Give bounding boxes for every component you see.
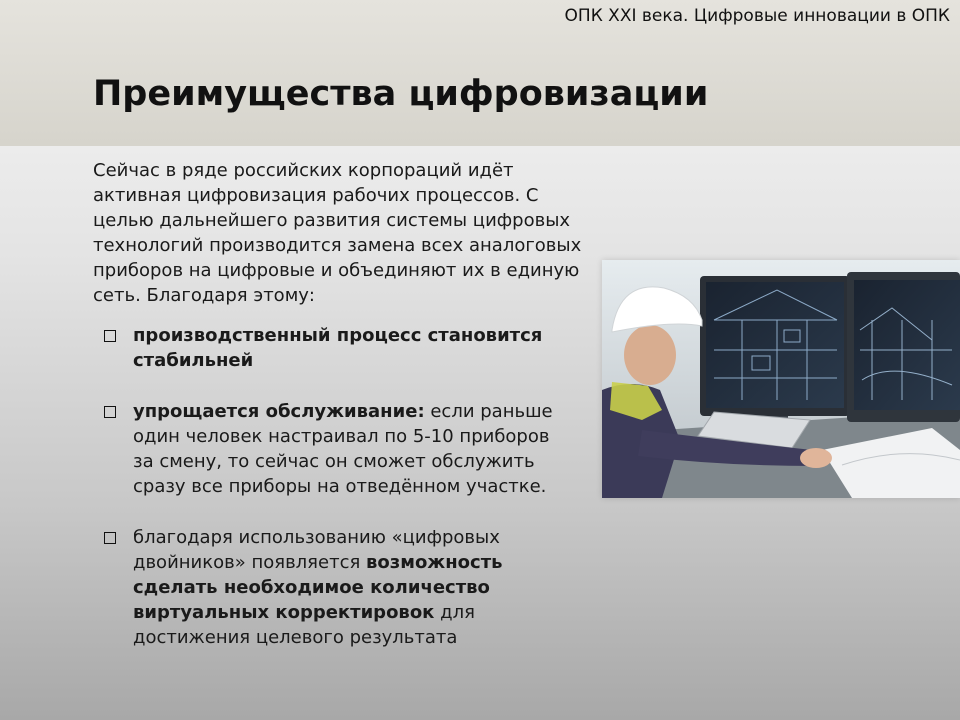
slide-title: Преимущества цифровизации <box>93 74 709 114</box>
checkbox-bullet-icon <box>104 532 116 544</box>
bullet-text: для достижения целевого результата <box>133 602 475 648</box>
bullet-bold-text: возможность сделать необходимое количество виртуальных корректировок <box>133 552 503 623</box>
photo-illustration <box>602 260 960 498</box>
bullet-bold-text: упрощается обслуживание: <box>133 401 425 422</box>
bullet-list <box>104 323 574 676</box>
checkbox-bullet-icon <box>104 330 116 342</box>
checkbox-bullet-icon <box>104 406 116 418</box>
bullet-item-maintenance <box>104 399 574 499</box>
bullet-item-stability <box>104 323 574 373</box>
bullet-text: если раньше один человек настраивал по 5-10 приборов за смену, то сейчас он сможет обслужить сразу все приборы на отведённом участке. <box>133 401 553 497</box>
header-caption: ОПК XXI века. Цифровые инновации в ОПК <box>564 6 950 26</box>
intro-paragraph: Сейчас в ряде российских корпораций идёт активная цифровизация рабочих процессов. С целью дальнейшего развития системы цифровых технологий производится замена всех аналоговых приборов на цифровые и объединяют их в единую сеть. Благодаря этому: <box>93 160 582 306</box>
engineer-workstation-photo <box>602 260 960 498</box>
bullet-item-digital-twins <box>104 525 574 650</box>
bullet-bold-text: производственный процесс становится стабильней <box>133 325 543 371</box>
bullet-text: благодаря использованию «цифровых двойников» появляется <box>133 527 500 573</box>
